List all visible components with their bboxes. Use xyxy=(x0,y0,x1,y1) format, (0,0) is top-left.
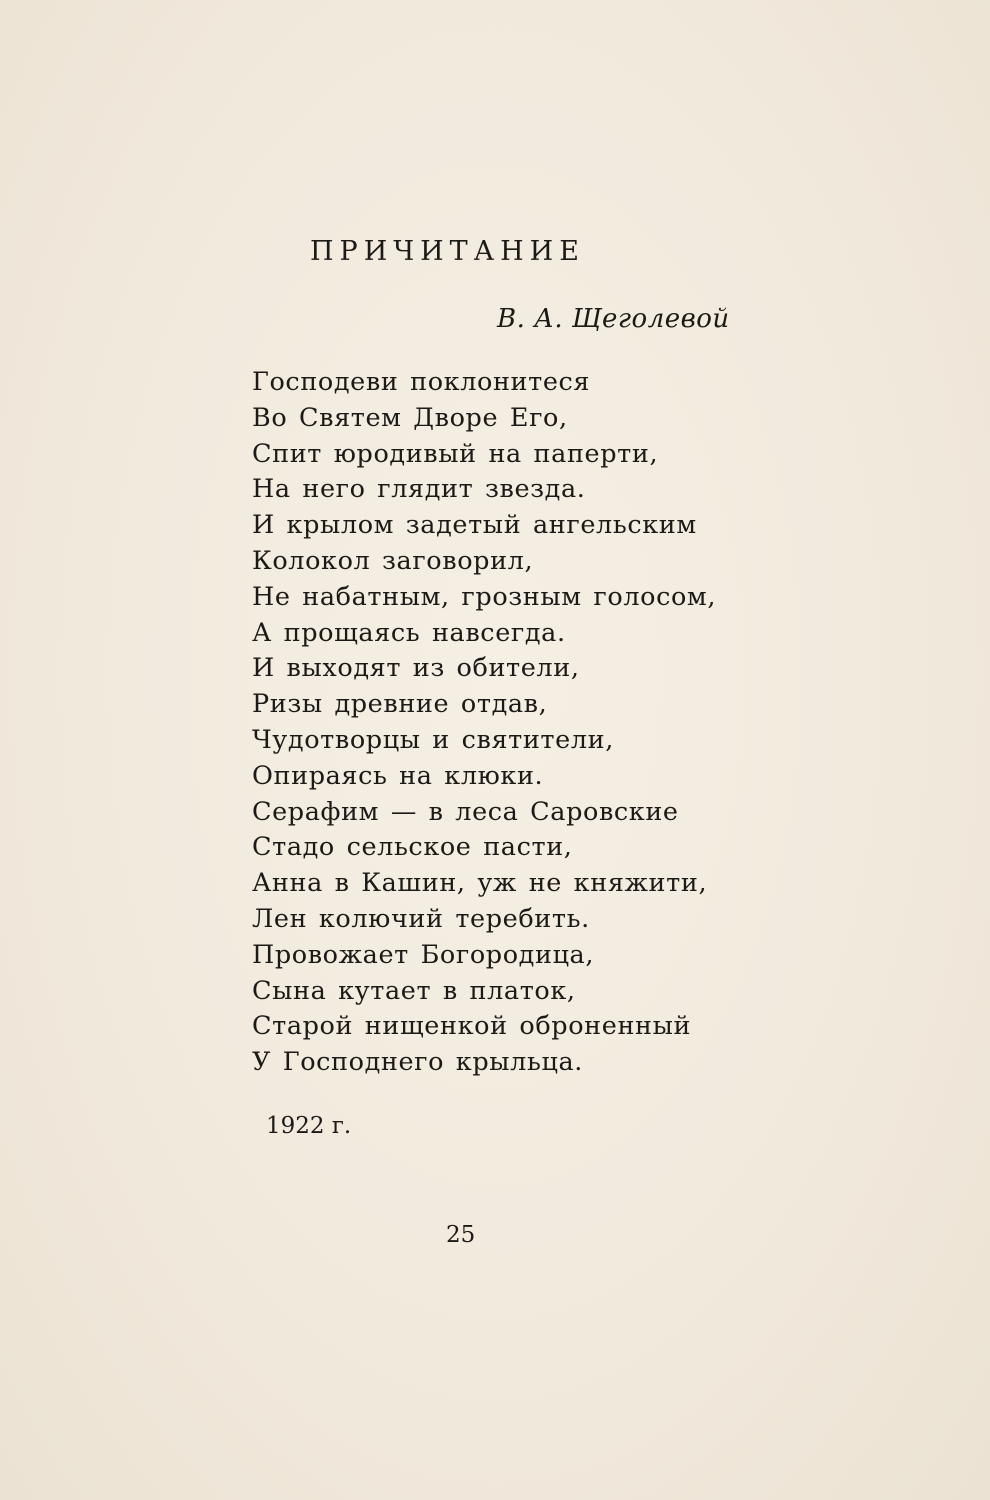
poem-line: Стадо сельское пасти, xyxy=(252,832,573,863)
poem-line: Во Святем Дворе Его, xyxy=(252,402,568,433)
poem-line: Ризы древние отдав, xyxy=(252,689,548,720)
poem-body xyxy=(252,365,717,1081)
dedication: В. А. Щеголевой xyxy=(497,304,730,334)
poem-line: У Господнего крыльца. xyxy=(252,1047,583,1078)
poem-line: Серафим — в леса Саровские xyxy=(252,796,679,827)
poem-line: И крылом задетый ангельским xyxy=(252,510,697,541)
poem-line: Сына кутает в платок, xyxy=(252,975,576,1006)
page-number: 25 xyxy=(446,1222,476,1248)
poem-line: Господеви поклонитеся xyxy=(252,367,591,397)
poem-line: Опираясь на клюки. xyxy=(252,760,544,791)
poem-line: Старой нищенкой оброненный xyxy=(252,1011,692,1042)
poem-line: Колокол заговорил, xyxy=(252,545,534,576)
poem-line: Спит юродивый на паперти, xyxy=(252,438,659,469)
poem-line: Чудотворцы и святители, xyxy=(252,724,614,755)
poem-title: ПРИЧИТАНИЕ xyxy=(310,236,585,267)
poem-line: Не набатным, грозным голосом, xyxy=(252,581,717,612)
poem-line: Провожает Богородица, xyxy=(252,939,595,970)
poem-line: Анна в Кашин, уж не княжити, xyxy=(252,868,708,899)
poem-date: 1922 г. xyxy=(266,1113,352,1139)
poem-line: И выходят из обители, xyxy=(252,653,580,684)
poem-line: Лен колючий теребить. xyxy=(252,903,590,934)
poem-line: На него глядит звезда. xyxy=(252,474,586,505)
poem-line: А прощаясь навсегда. xyxy=(252,617,566,648)
